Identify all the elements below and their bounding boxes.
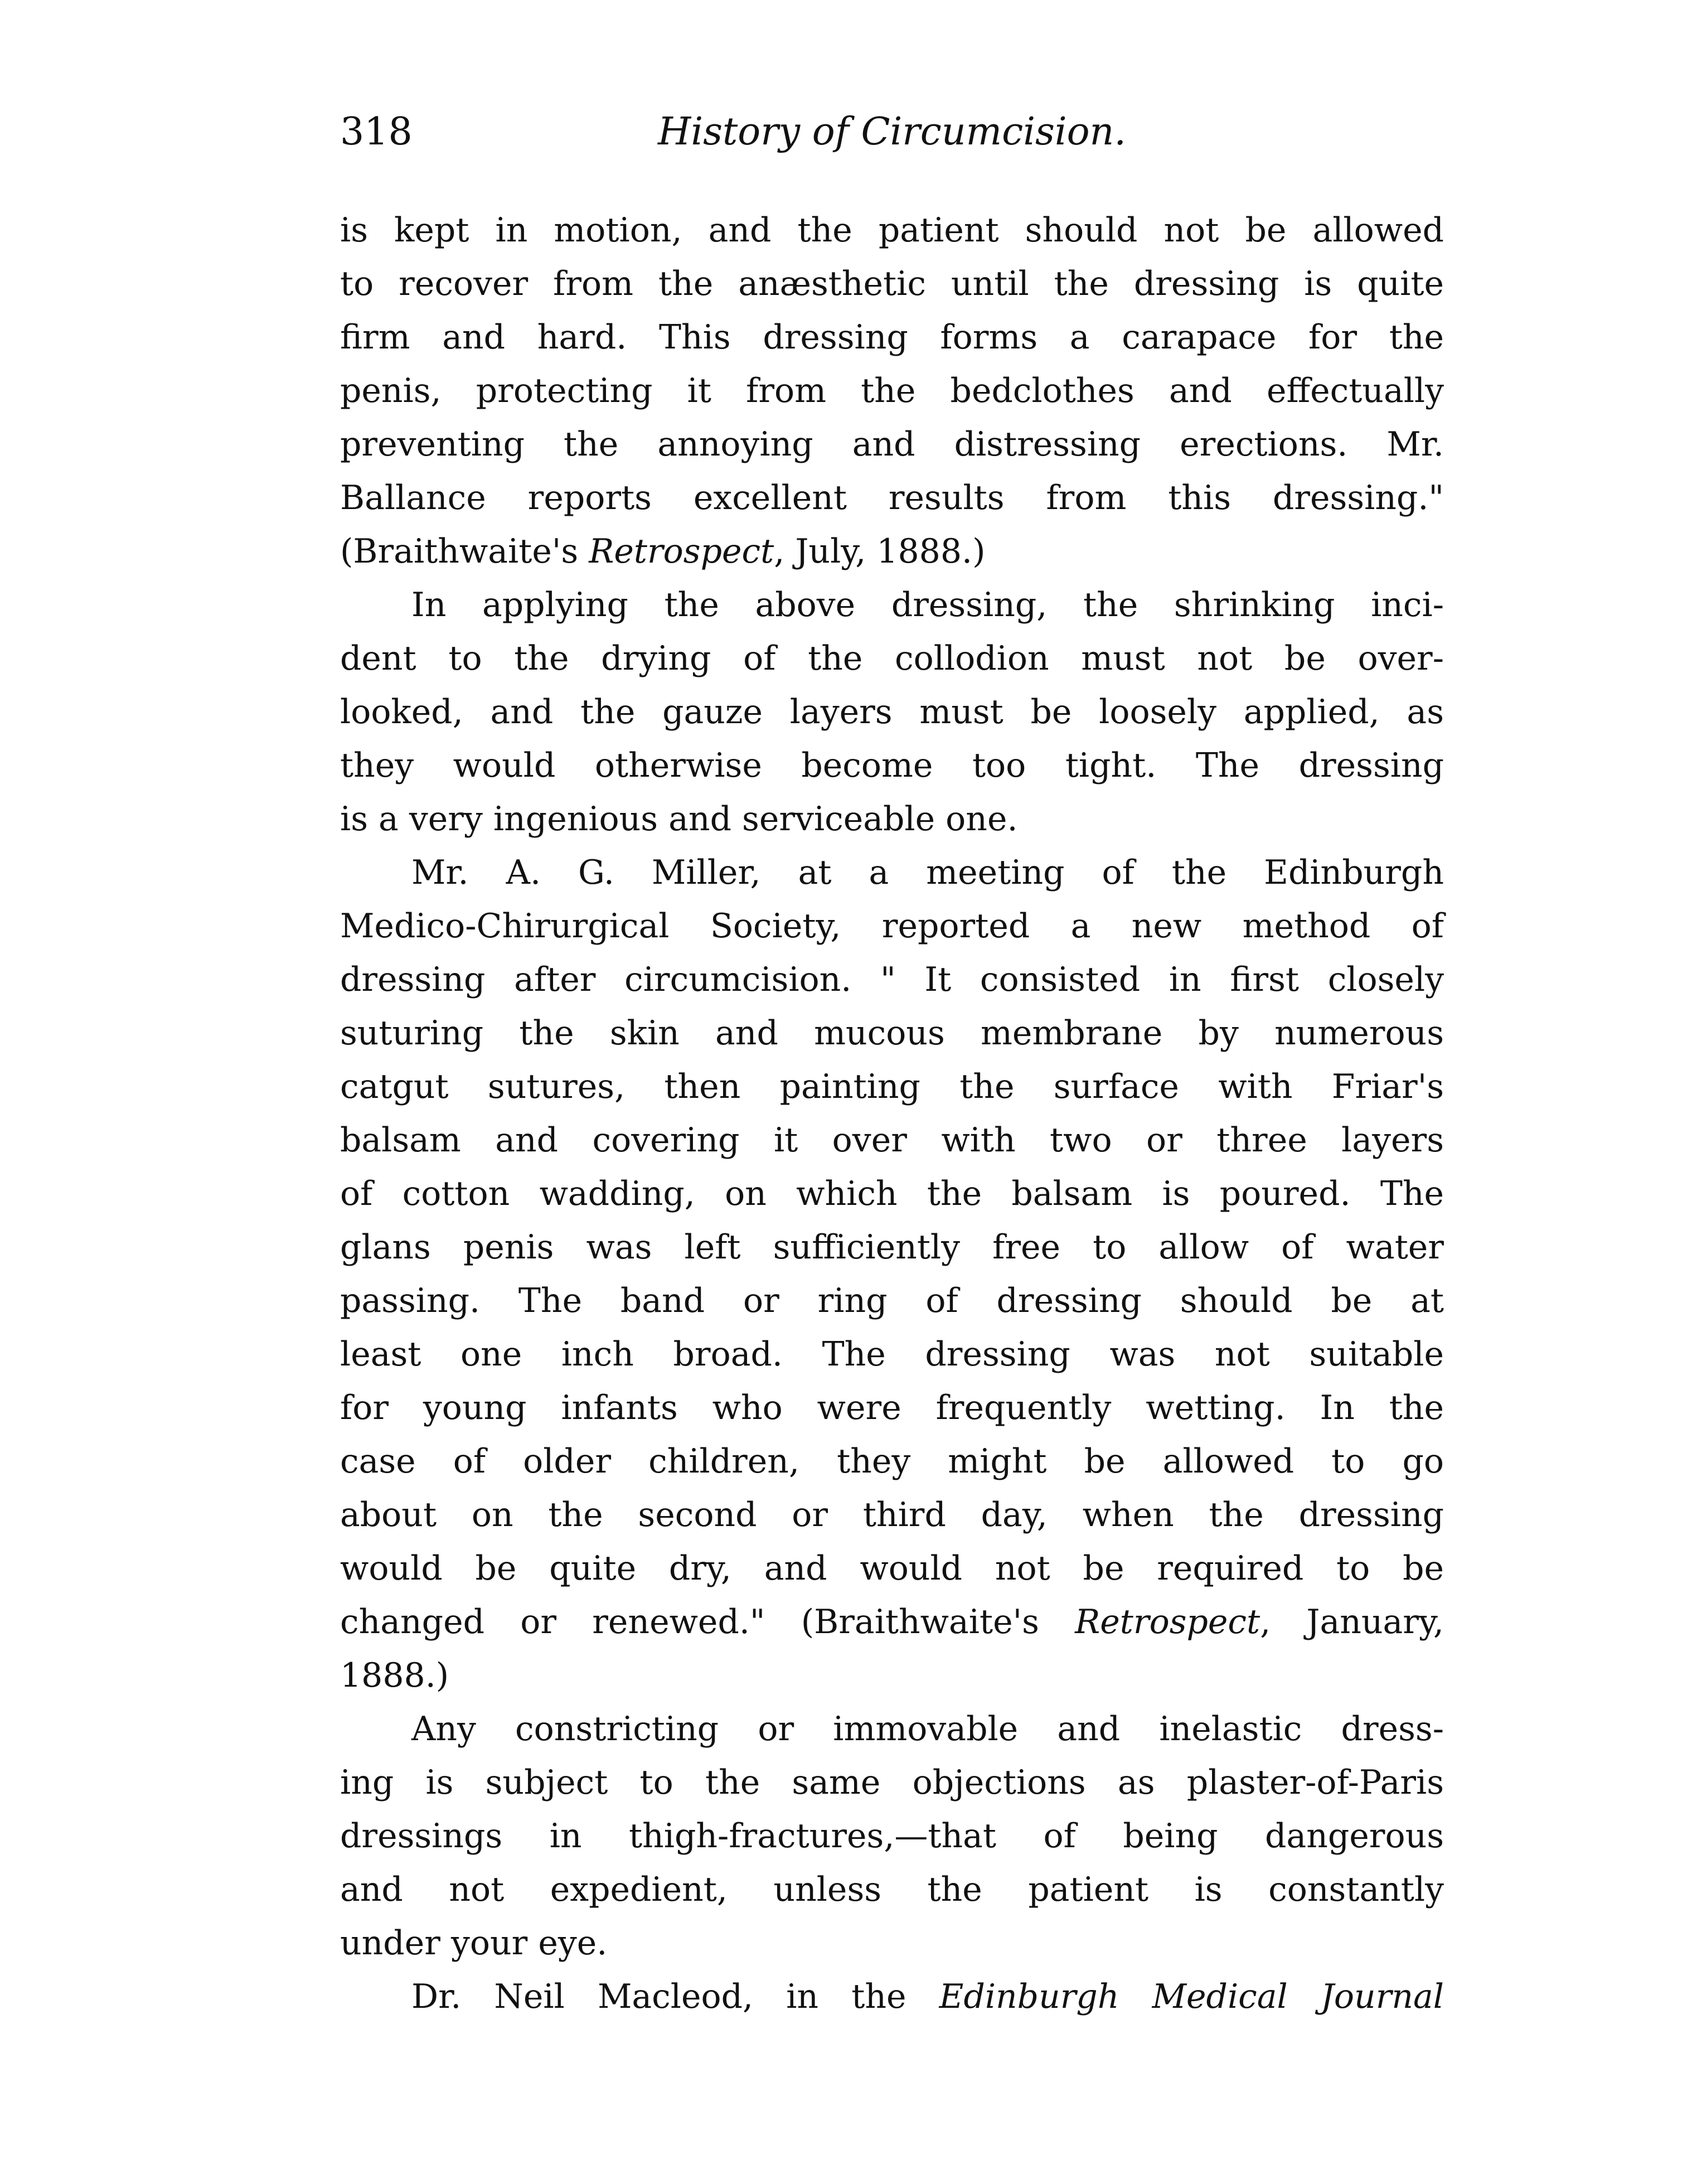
text-line: preventing the annoying and distressing erections. Mr. (340, 425, 1444, 464)
text-line: passing. The band or ring of dressing should be at (340, 1281, 1444, 1320)
text-line: dressings in thigh-fractures,—that of being dangerous (340, 1817, 1444, 1856)
text-line: dent to the drying of the collodion must not be over- (340, 639, 1444, 678)
text-line: is a very ingenious and serviceable one. (340, 800, 1018, 839)
text-line: case of older children, they might be allowed to go (340, 1442, 1444, 1481)
text-line: for young infants who were frequently wetting. In the (340, 1388, 1444, 1427)
page-number: 318 (340, 110, 413, 154)
text-run: changed or renewed." (Braithwaite's (340, 1602, 1075, 1641)
body-text (340, 204, 1444, 2023)
text-line (340, 1970, 1444, 2023)
text-line: suturing the skin and mucous membrane by numerous (340, 1014, 1444, 1053)
text-run: (Braithwaite's (340, 532, 589, 571)
text-line: Medico-Chirurgical Society, reported a new method of (340, 907, 1444, 946)
text-line: ing is subject to the same objections as plaster-of-Paris (340, 1763, 1444, 1802)
text-line: to recover from the anæsthetic until the dressing is quite (340, 264, 1444, 303)
text-line: and not expedient, unless the patient is constantly (340, 1870, 1444, 1909)
text-line: under your eye. (340, 1924, 608, 1963)
text-line: they would otherwise become too tight. The dressing (340, 746, 1444, 785)
text-line: balsam and covering it over with two or three layers (340, 1121, 1444, 1160)
journal-title: Retrospect (589, 532, 774, 571)
text-line: looked, and the gauze layers must be loosely applied, as (340, 693, 1444, 732)
text-run: , January, (1260, 1602, 1444, 1641)
text-line: Ballance reports excellent results from this dressing." (340, 478, 1444, 517)
text-line: Mr. A. G. Miller, at a meeting of the Edinburgh (411, 853, 1444, 892)
text-line: glans penis was left sufficiently free to allow of water (340, 1228, 1444, 1267)
text-run: Dr. Neil Macleod, in the (411, 1977, 939, 2016)
text-line: dressing after circumcision. " It consisted in first closely (340, 960, 1444, 999)
text-run: , July, 1888.) (774, 532, 986, 571)
text-line: is kept in motion, and the patient should not be allowed (340, 211, 1444, 250)
text-line: least one inch broad. The dressing was not suitable (340, 1335, 1444, 1374)
text-line: would be quite dry, and would not be required to be (340, 1549, 1444, 1588)
text-line: In applying the above dressing, the shrinking inci- (411, 585, 1444, 624)
journal-title: Edinburgh Medical Journal (939, 1977, 1444, 2016)
text-line: firm and hard. This dressing forms a carapace for the (340, 318, 1444, 357)
text-line (340, 1595, 1444, 1649)
text-line: catgut sutures, then painting the surface with Friar's (340, 1067, 1444, 1106)
text-line: Any constricting or immovable and inelastic dress- (411, 1710, 1444, 1749)
text-line: penis, protecting it from the bedclothes and effectually (340, 371, 1444, 410)
running-title: History of Circumcision. (658, 110, 1126, 154)
journal-title: Retrospect (1075, 1602, 1260, 1641)
text-line: 1888.) (340, 1656, 449, 1695)
text-line: about on the second or third day, when the dressing (340, 1495, 1444, 1534)
page-header (340, 101, 1444, 163)
text-line: of cotton wadding, on which the balsam is poured. The (340, 1174, 1444, 1213)
text-line (340, 525, 1444, 578)
